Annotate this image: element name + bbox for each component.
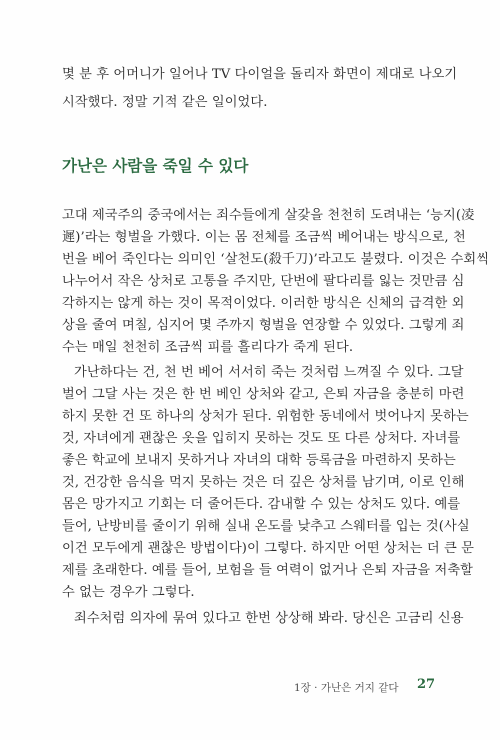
text-line: 고대 제국주의 중국에서는 죄수들에게 살갗을 천천히 도려내는 ‘능지(凌	[62, 208, 475, 223]
text-line: 죄수처럼 의자에 묶여 있다고 한번 상상해 봐라. 당신은 고금리 신용	[74, 611, 464, 626]
text-line: 것, 자녀에게 괜찮은 옷을 입히지 못하는 것도 또 다른 상처다. 자녀를	[62, 431, 461, 446]
text-line: 가난하다는 건, 천 번 베어 서서히 죽는 것처럼 느껴질 수 있다. 그달	[74, 365, 464, 380]
text-line: 번을 베어 죽인다는 의미인 ‘살천도(殺千刀)’라고도 불렸다. 이것은 수회씩	[62, 252, 490, 267]
text-line: 벌어 그달 사는 것은 한 번 베인 상처와 같고, 은퇴 자금을 충분히 마련	[62, 387, 465, 402]
text-line: 좋은 학교에 보내지 못하거나 자녀의 대학 등록금을 마련하지 못하는	[62, 453, 456, 468]
running-footer-chapter: 1장 · 가난은 거지 같다	[294, 682, 399, 694]
text-line: 하지 못한 건 또 하나의 상처가 된다. 위험한 동네에서 벗어나지 못하는	[62, 409, 469, 424]
text-line: 수 없는 경우가 그렇다.	[62, 585, 195, 600]
page-number: 27	[417, 677, 436, 692]
text-line: 몇 분 후 어머니가 일어나 TV 다이얼을 돌리자 화면이 제대로 나오기	[62, 67, 458, 82]
text-line: 수는 매일 천천히 조금씩 피를 흘리다가 죽게 된다.	[62, 340, 354, 355]
text-line: 나누어서 작은 상처로 고통을 주지만, 단번에 팔다리를 잃는 것만큼 심	[62, 274, 465, 289]
text-line: 상을 줄여 며칠, 심지어 몇 주까지 형벌을 연장할 수 있었다. 그렇게 죄	[62, 318, 465, 333]
text-line: 이건 모두에게 괜찮은 방법이다)이 그렇다. 하지만 어떤 상처는 더 큰 문	[62, 541, 474, 556]
text-line: 제를 초래한다. 예를 들어, 보험을 들 여력이 없거나 은퇴 자금을 저축할	[62, 563, 473, 578]
text-line: 시작했다. 정말 기적 같은 일이었다.	[62, 95, 268, 110]
section-title: 가난은 사람을 죽일 수 있다	[62, 157, 249, 175]
text-line: 遲)’라는 형벌을 가했다. 이는 몸 전체를 조금씩 베어내는 방식으로, 천	[62, 230, 466, 245]
text-line: 몸은 망가지고 기회는 더 줄어든다. 감내할 수 있는 상처도 있다. 예를	[62, 497, 461, 512]
text-line: 것, 건강한 음식을 먹지 못하는 것은 더 깊은 상처를 남기며, 이로 인해	[62, 475, 465, 490]
text-line: 각하지는 않게 하는 것이 목적이었다. 이러한 방식은 신체의 급격한 외	[62, 296, 465, 311]
text-line: 들어, 난방비를 줄이기 위해 실내 온도를 낮추고 스웨터를 입는 것(사실	[62, 519, 470, 534]
